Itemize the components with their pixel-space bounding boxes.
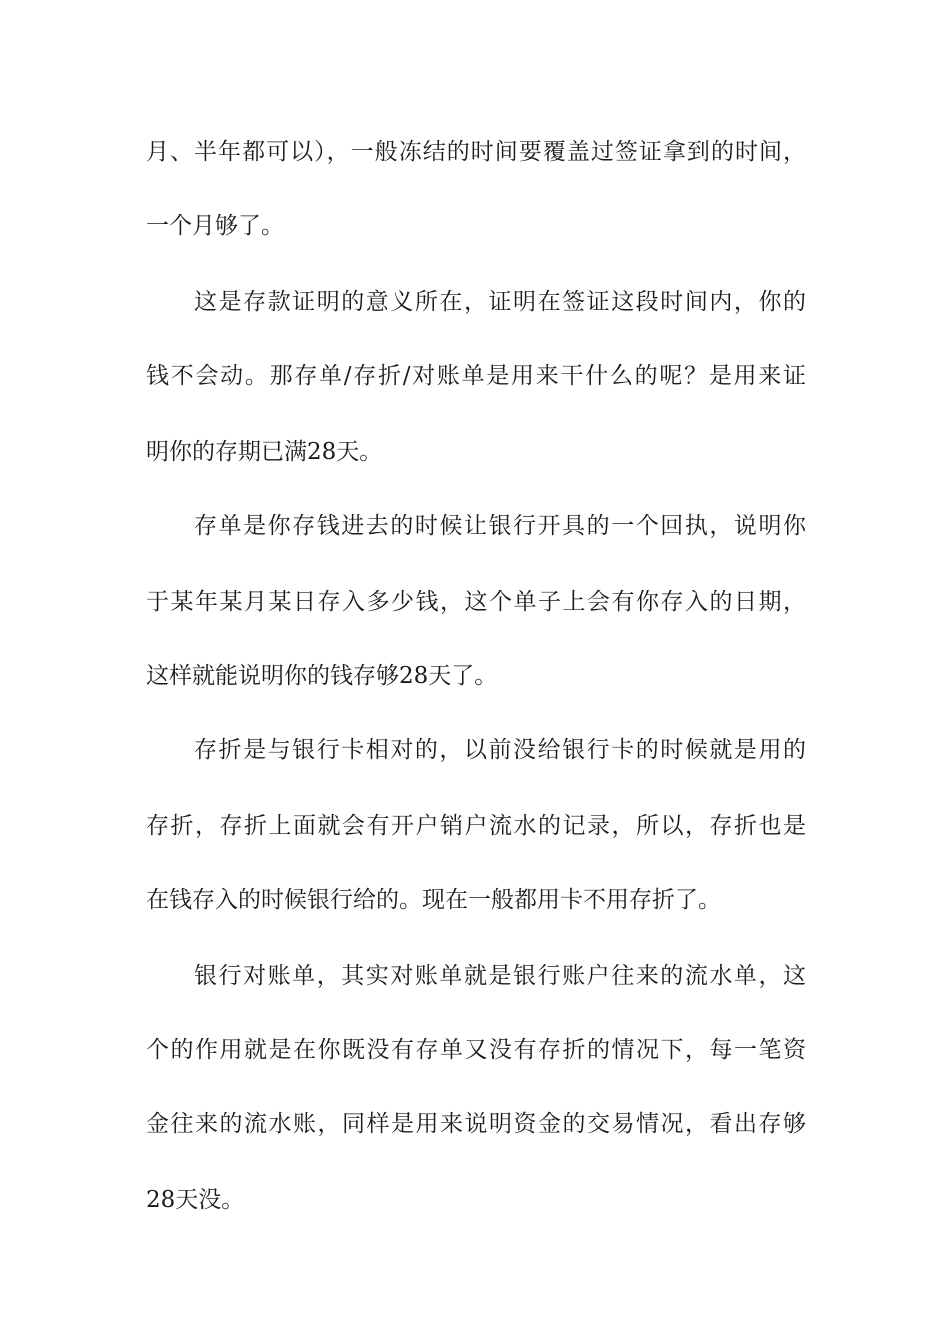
text-line: 存折是与银行卡相对的，以前没给银行卡的时候就是用的 bbox=[194, 737, 806, 763]
text-line: 这样就能说明你的钱存够28天了。 bbox=[146, 663, 498, 689]
text-line: 28天没。 bbox=[146, 1187, 245, 1213]
text-line: 银行对账单，其实对账单就是银行账户往来的流水单，这 bbox=[194, 963, 806, 989]
text-line: 明你的存期已满28天。 bbox=[146, 439, 383, 465]
text-line: 一个月够了。 bbox=[146, 213, 284, 239]
text-line: 于某年某月某日存入多少钱，这个单子上会有你存入的日期， bbox=[146, 589, 806, 615]
text-line: 金往来的流水账，同样是用来说明资金的交易情况，看出存够 bbox=[146, 1111, 806, 1137]
text-line: 存单是你存钱进去的时候让银行开具的一个回执，说明你 bbox=[194, 513, 806, 539]
text-line: 钱不会动。那存单/存折/对账单是用来干什么的呢？是用来证 bbox=[146, 363, 806, 389]
text-line: 在钱存入的时候银行给的。现在一般都用卡不用存折了。 bbox=[146, 887, 721, 913]
text-line: 存折，存折上面就会有开户销户流水的记录，所以，存折也是 bbox=[146, 813, 806, 839]
text-line: 个的作用就是在你既没有存单又没有存折的情况下，每一笔资 bbox=[146, 1037, 806, 1063]
text-line: 月、半年都可以），一般冻结的时间要覆盖过签证拿到的时间， bbox=[146, 139, 806, 165]
text-line: 这是存款证明的意义所在，证明在签证这段时间内，你的 bbox=[194, 289, 806, 315]
